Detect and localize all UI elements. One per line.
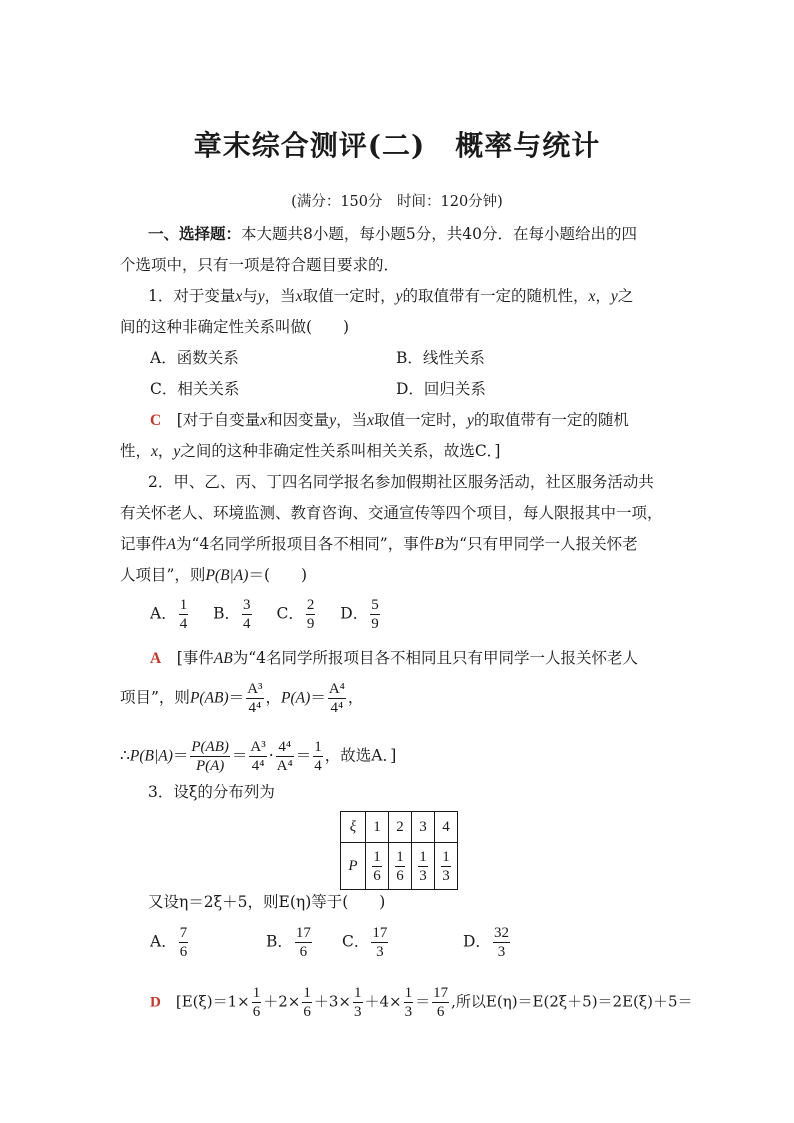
q3-exp-text: ＋3× <box>313 992 351 1011</box>
q3-option-b <box>266 924 314 961</box>
q2-exp-frac <box>246 680 263 717</box>
frac-num: 17 <box>433 985 449 1001</box>
var-x: x <box>260 412 268 429</box>
q2-explanation-3: ∴P(B|A)＝ $\frac{P(AB)}{P(A)}$ ＝ $\frac{\text{A³}}{\text{4⁴}}$ · $\frac{\text{4⁴}}{\text{A⁴}}$ ＝ $\frac{1}{4}$ ，故选A．] <box>120 739 397 774</box>
q1-option-a: A．函数关系 <box>150 349 239 367</box>
var-y: y <box>329 412 337 429</box>
q1-line-1 <box>148 286 633 307</box>
frac-den: 3 <box>419 867 427 884</box>
frac-num: 1 <box>252 985 261 1001</box>
frac-num: 1 <box>404 985 413 1001</box>
q2-exp-frac <box>276 738 294 775</box>
q1-exp-text: 取值一定时， <box>373 411 467 429</box>
q1-text: 的取值带有一定的随机性， <box>402 287 589 305</box>
table-cell <box>412 843 435 890</box>
q3-option-frac <box>295 924 312 961</box>
q2-expr: P(B|A) <box>129 747 173 765</box>
exam-meta: (满分：150分 时间：120分钟) <box>291 194 503 210</box>
frac-den: P(A) <box>195 758 225 774</box>
q2-answer: A <box>150 650 162 667</box>
q1-line-2: 间的这种非确定性关系叫做( ) <box>120 318 350 336</box>
q1-text: 与 <box>242 287 258 305</box>
q3-option-label: B． <box>266 932 293 951</box>
distribution-table <box>340 811 458 890</box>
title-sub: 概率与统计 <box>455 129 601 162</box>
frac-num: A³ <box>250 739 266 755</box>
q3-explanation <box>150 984 693 1021</box>
q2-expr: P(AB) <box>189 689 229 707</box>
table-row <box>341 843 458 890</box>
q2-line-2: 有关怀老人、环境监测、教育咨询、交通宣传等四个项目，每人限报其中一项， <box>120 504 663 522</box>
frac-num: A³ <box>247 681 263 697</box>
frac-den: 6 <box>436 1004 445 1020</box>
frac-num: 2 <box>306 597 315 613</box>
q2-exp-frac <box>313 738 323 775</box>
q2-option-c-frac <box>306 596 316 633</box>
frac-num: 1 <box>303 985 311 1001</box>
q3-option-a <box>150 924 190 961</box>
var-y: y <box>395 288 403 305</box>
q2-option-d-label: D． <box>340 604 369 623</box>
q1-exp-text: 的取值带有一定的随机 <box>473 411 629 429</box>
var-x: x <box>295 288 303 305</box>
q3-line-1: 3．设ξ的分布列为 <box>148 783 275 801</box>
q3-option-label: A． <box>150 932 177 951</box>
q1-text: ，当 <box>264 287 296 305</box>
frac-den: 3 <box>354 1004 362 1020</box>
q3-exp-text: ＝ <box>415 992 431 1011</box>
frac-den: 6 <box>252 1004 261 1020</box>
q2-option-a-frac <box>179 596 189 633</box>
table-cell: 2 <box>389 812 412 843</box>
q3-option-frac <box>371 924 388 961</box>
q2-text: 记事件 <box>120 535 167 553</box>
q2-exp-text: ， <box>347 688 364 707</box>
q1-option-c: C．相关关系 <box>150 380 240 398</box>
var-a: A <box>166 536 176 553</box>
q2-options <box>150 596 382 633</box>
q3-exp-text: ＋4× <box>364 992 402 1011</box>
prob-frac <box>372 848 382 885</box>
frac-num: 5 <box>371 597 379 613</box>
frac-num: 1 <box>179 597 188 613</box>
prob-frac <box>418 848 428 885</box>
q3-exp-frac <box>252 984 262 1021</box>
q3-exp-frac <box>302 984 312 1021</box>
section-label: 一、选择题： <box>148 224 242 243</box>
q2-option-a-label: A． <box>150 604 177 623</box>
q1-exp-text: [对于自变量 <box>176 411 261 429</box>
q3-exp-frac <box>404 984 414 1021</box>
q2-expr: P(B|A) <box>205 567 249 584</box>
q2-exp-text: 项目”，则 <box>120 688 190 707</box>
frac-den: 6 <box>373 867 381 884</box>
table-cell: 1 <box>366 812 389 843</box>
q1-explanation-1 <box>150 410 629 431</box>
var-y: y <box>467 412 474 429</box>
table-cell <box>389 843 412 890</box>
prob-frac <box>395 848 405 885</box>
frac-den: 4 <box>243 616 251 632</box>
q2-exp-text: ，故选A．] <box>324 746 397 765</box>
var-x: x <box>367 412 374 429</box>
q3-exp-text: [E(ξ)＝1× <box>175 992 250 1011</box>
q3-option-d <box>463 924 512 961</box>
frac-num: P(AB) <box>191 739 229 755</box>
prob-frac <box>441 848 451 885</box>
frac-num: 17 <box>372 925 388 941</box>
q2-exp-text: ∴ <box>120 746 130 765</box>
frac-den: 6 <box>303 1004 311 1020</box>
q2-exp-frac <box>328 680 346 717</box>
q1-exp-text: 和因变量 <box>267 411 330 429</box>
q2-line-1: 2．甲、乙、丙、丁四名同学报名参加假期社区服务活动，社区服务活动共 <box>148 473 654 491</box>
q3-option-frac <box>493 924 510 961</box>
q3-exp-text: ＋2× <box>263 992 301 1011</box>
var-ab: AB <box>213 650 233 667</box>
section-text-2: 个选项中，只有一项是符合题目要求的． <box>120 256 400 274</box>
frac-den: 4⁴ <box>251 758 265 774</box>
q2-expr: P(A) <box>281 689 311 707</box>
q1-exp-text: ，当 <box>336 411 368 429</box>
q1-text: 取值一定时， <box>302 287 396 305</box>
frac-den: 3 <box>497 944 506 960</box>
q2-text: 为“4名同学所报项目各不相同”，事件 <box>175 535 435 553</box>
q1-exp-text: 性， <box>120 442 152 460</box>
title-main: 章末综合测评(二) <box>193 129 426 162</box>
q1-option-b: B．线性关系 <box>396 349 485 367</box>
var-y: y <box>610 288 618 305</box>
frac-den: 4 <box>179 616 188 632</box>
q2-option-b-frac <box>242 596 252 633</box>
frac-num: 1 <box>396 848 404 865</box>
q2-exp-text: ， <box>265 688 282 707</box>
q2-exp-frac <box>190 738 229 775</box>
table-cell <box>366 843 389 890</box>
var-b: B <box>434 536 444 553</box>
q1-exp-text: ， <box>157 442 174 460</box>
frac-num: 1 <box>419 848 427 865</box>
var-x: x <box>588 288 596 305</box>
frac-num: 7 <box>179 925 188 941</box>
frac-den: 9 <box>306 616 315 632</box>
var-y: y <box>173 443 181 460</box>
q1-option-d: D．回归关系 <box>396 380 486 398</box>
frac-den: 4⁴ <box>330 700 344 716</box>
var-y: y <box>257 288 265 305</box>
frac-num: 1 <box>314 739 322 755</box>
frac-den: 3 <box>442 867 450 884</box>
section-text-1: 本大题共8小题，每小题5分，共40分．在每小题给出的四 <box>241 225 637 243</box>
q3-answer: D <box>150 994 161 1011</box>
frac-num: 1 <box>373 848 381 865</box>
table-row <box>341 812 458 843</box>
table-cell: P <box>341 843 366 890</box>
page-title <box>0 124 794 164</box>
var-x: x <box>151 443 158 460</box>
frac-den: 3 <box>376 944 384 960</box>
frac-num: 1 <box>442 848 450 865</box>
q2-text: 为“只有甲同学一人报关怀老 <box>443 535 638 553</box>
q2-line-4 <box>120 565 307 586</box>
q1-text: 1．对于变量 <box>148 287 236 305</box>
table-cell: ξ <box>341 812 366 843</box>
var-x: x <box>235 288 243 305</box>
q3-line-2: 又设η＝2ξ＋5，则E(η)等于( ) <box>148 893 386 911</box>
q3-option-frac <box>179 924 189 961</box>
frac-num: 4⁴ <box>276 738 294 757</box>
frac-num: A⁴ <box>328 681 345 697</box>
q1-text: 之 <box>617 287 634 305</box>
q3-option-label: D． <box>463 932 491 951</box>
table-cell: 3 <box>412 812 435 843</box>
q2-text: 人项目”，则 <box>120 566 206 584</box>
q2-option-c-label: C． <box>276 604 304 623</box>
table-cell: 4 <box>435 812 458 843</box>
q2-explanation-2: 项目”，则P(AB)＝ $\frac{\text{A³}}{\text{4⁴}}$ ，P(A)＝ $\frac{\text{A⁴}}{\text{4⁴}}$ ， <box>120 681 364 716</box>
q2-line-3 <box>120 534 638 555</box>
q2-exp-frac <box>249 738 266 775</box>
q2-option-d-frac <box>370 596 380 633</box>
section-heading <box>148 224 637 244</box>
frac-den: 6 <box>179 944 188 960</box>
frac-num: 1 <box>354 985 362 1001</box>
frac-den: 9 <box>371 616 379 632</box>
q2-option-b-label: B． <box>213 604 241 623</box>
frac-num: 32 <box>493 925 509 941</box>
q3-option-label: C． <box>342 932 370 951</box>
q2-exp-text: 为“4名同学所报项目各不相同且只有甲同学一人报关怀老人 <box>232 649 639 667</box>
frac-num: 3 <box>243 597 251 613</box>
q2-explanation-1 <box>150 648 638 669</box>
q1-answer: C <box>150 412 162 429</box>
frac-den: 6 <box>299 944 308 960</box>
q3-exp-frac <box>432 984 449 1021</box>
q3-exp-text: ,所以E(η)＝E(2ξ＋5)＝2E(ξ)＋5＝ <box>451 992 693 1011</box>
q1-exp-text: 之间的这种非确定性关系叫相关关系，故选C．] <box>180 442 501 460</box>
q2-text: ＝( ) <box>248 566 308 584</box>
q2-exp-text: [事件 <box>176 649 214 667</box>
q1-text: ， <box>595 287 611 305</box>
frac-den: A⁴ <box>276 758 293 774</box>
frac-den: 3 <box>404 1004 413 1020</box>
frac-den: 4⁴ <box>248 700 262 716</box>
q3-option-c <box>342 924 390 961</box>
frac-num: 17 <box>295 925 311 941</box>
table-cell <box>435 843 458 890</box>
frac-den: 6 <box>396 867 404 884</box>
q3-exp-frac <box>353 984 363 1021</box>
q1-explanation-2 <box>120 441 500 462</box>
frac-den: 4 <box>314 758 322 774</box>
